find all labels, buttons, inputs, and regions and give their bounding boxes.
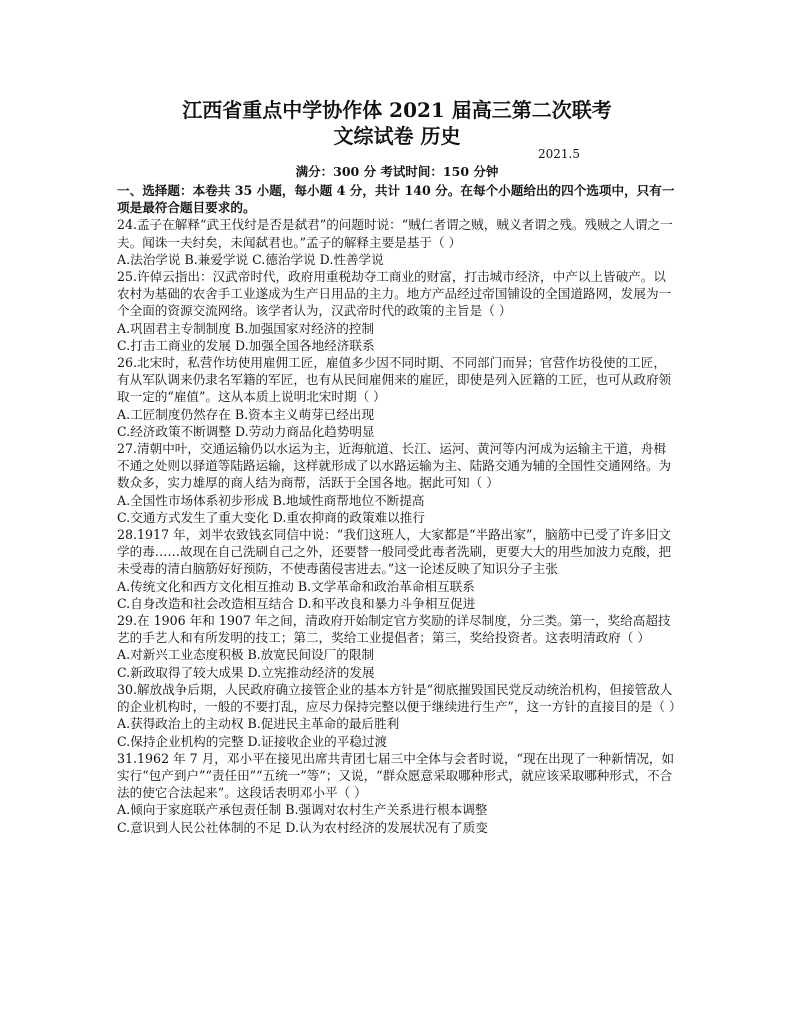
question-25 — [117, 268, 677, 354]
question-options: C.保持企业机构的完整 D.证接收企业的平稳过渡 — [117, 733, 388, 749]
question-options: A.获得政治上的主动权 B.促进民主革命的最后胜利 — [117, 716, 400, 732]
question-28 — [117, 526, 677, 612]
question-options: C.交通方式发生了重大变化 D.重农抑商的政策难以推行 — [117, 509, 425, 525]
question-27 — [117, 440, 677, 526]
question-stem: 24.孟子在解释“武王伐纣是否是弑君”的问题时说：“贼仁者谓之贼，贼义者谓之残。残贼之人谓之一夫。闻诛一夫纣矣，未闻弑君也。”孟子的解释主要是基于（ ） — [117, 217, 673, 250]
question-stem: 28.1917 年，刘半农致钱玄同信中说：“我们这班人，大家都是“半路出家”，脑筋中已受了许多旧文学的毒……故现在自己洗刷自己之外，还要替一般同受此毒者洗刷，更要大大的用些加波力克酸，把未受毒的清白脑筋好好预防，不使毒菌侵害进去。”这一论述反映了知识分子主张 — [117, 527, 672, 577]
question-options: A.法治学说 B.兼爱学说 C.德治学说 D.性善学说 — [117, 251, 384, 267]
exam-title: 江西省重点中学协作体 2021 届高三第二次联考 — [182, 98, 612, 122]
question-stem: 29.在 1906 年和 1907 年之间，清政府开始制定官方奖励的详尽制度，分三类。第一，奖给高超技艺的手艺人和有所发明的技工；第二，奖给工业提倡者；第三，奖给投资者。这表明清政府（ ） — [117, 613, 671, 646]
exam-date: 2021.5 — [538, 147, 580, 161]
question-31 — [117, 750, 677, 836]
question-24 — [117, 216, 677, 268]
question-options: A.工匠制度仍然存在 B.资本主义萌芽已经出现 — [117, 406, 375, 422]
question-options: A.对新兴工业态度积极 B.放宽民间设厂的限制 — [117, 647, 375, 663]
question-stem: 30.解放战争后期，人民政府确立接管企业的基本方针是“彻底摧毁国民党反动统治机构，但接管敌人的企业机构时，一般的不要打乱，应尽力保持完整以便于继续进行生产”，这一方针的直接目的是（ ） — [117, 681, 682, 715]
question-stem: 31.1962 年 7 月，邓小平在接见出席共青团七届三中全体与会者时说，“现在出现了一种新情况，如实行“包产到户”“责任田”“五统一”等”；又说，“群众愿意采取哪种形式，就应该采取哪种形式，不合法的使它合法起来”。这段话表明邓小平（ ） — [117, 750, 675, 801]
exam-meta: 满分：300 分 考试时间：150 分钟 — [295, 164, 499, 179]
question-options: C.自身改造和社会改造相互结合 D.和平改良和暴力斗争相互促进 — [117, 595, 476, 611]
question-options: C.打击工商业的发展 D.加强全国各地经济联系 — [117, 337, 375, 353]
question-30 — [117, 681, 682, 750]
section-instructions: 一、选择题：本卷共 35 小题，每小题 4 分，共计 140 分。在每个小题给出的四个选项中，只有一项是最符合题目要求的。 — [117, 183, 675, 216]
question-stem: 25.许倬云指出：汉武帝时代，政府用重税劫夺工商业的财富，打击城市经济，中产以上皆破产。以农村为基础的农舍手工业遂成为生产日用品的主力。地方产品经过帝国铺设的全国道路网，发展为一个全面的资源交流网络。该学者认为，汉武帝时代的政策的主旨是（ ） — [117, 269, 672, 319]
question-options: C.经济政策不断调整 D.劳动力商品化趋势明显 — [117, 423, 375, 439]
question-options: A.全国性市场体系初步形成 B.地域性商帮地位不断提高 — [117, 492, 425, 508]
question-options: C.意识到人民公社体制的不足 D.认为农村经济的发展状况有了质变 — [117, 819, 488, 835]
question-options: A.传统文化和西方文化相互推动 B.文学革命和政治革命相互联系 — [117, 578, 475, 594]
exam-subtitle: 文综试卷 历史 — [333, 124, 461, 148]
question-stem: 26.北宋时，私营作坊使用雇佣工匠，雇值多少因不同时期、不同部门而异；官营作坊役使的工匠，有从军队调来仍隶名军籍的军匠，也有从民间雇佣来的雇匠，即使是列入匠籍的工匠，也可从政府领取一定的“雇值”。这从本质上说明北宋时期（ ） — [117, 355, 672, 405]
question-options: A.巩固君主专制制度 B.加强国家对经济的控制 — [117, 320, 375, 336]
question-options: C.新政取得了较大成果 D.立宪推动经济的发展 — [117, 664, 375, 680]
question-options: A.倾向于家庭联产承包责任制 B.强调对农村生产关系进行根本调整 — [117, 802, 488, 818]
question-stem: 27.清朝中叶，交通运输仍以水运为主，近海航道、长江、运河、黄河等内河成为运输主干道，舟楫不通之处则以驿道等陆路运输，这样就形成了以水路运输为主、陆路交通为辅的全国性交通网络。为数众多，实力雄厚的商人结为商帮，活跃于全国各地。据此可知（ ） — [117, 441, 672, 491]
question-29 — [117, 612, 677, 681]
exam-body — [117, 182, 682, 836]
question-26 — [117, 354, 677, 440]
